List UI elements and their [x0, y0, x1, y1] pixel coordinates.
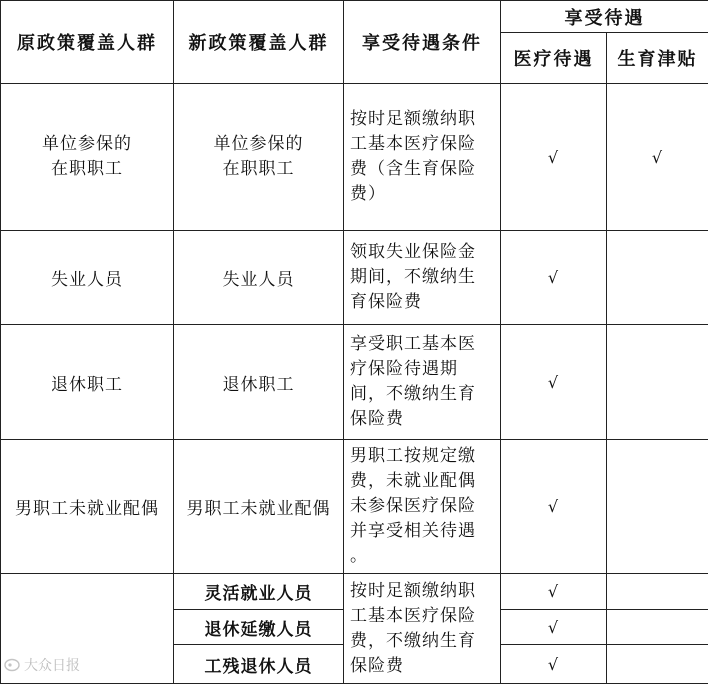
maternity-check: [607, 325, 708, 440]
new-group-cell: 男职工未就业配偶: [174, 440, 344, 574]
medical-check: √: [501, 84, 607, 231]
table-row: [1, 440, 708, 574]
maternity-check: [607, 231, 708, 325]
medical-check: √: [501, 645, 607, 684]
watermark: [4, 655, 80, 675]
header-benefits: 享受待遇: [501, 1, 708, 33]
maternity-check: [607, 645, 708, 684]
condition-cell: 男职工按规定缴 费，未就业配偶 未参保医疗保险 并享受相关待遇 。: [344, 440, 501, 574]
new-group-cell: 工残退休人员: [174, 645, 344, 684]
maternity-check: [607, 610, 708, 645]
medical-check: √: [501, 325, 607, 440]
medical-check: √: [501, 574, 607, 610]
condition-cell: 领取失业保险金 期间，不缴纳生 育保险费: [344, 231, 501, 325]
header-maternity: 生育津贴: [607, 33, 708, 84]
header-medical: 医疗待遇: [501, 33, 607, 84]
condition-cell: 按时足额缴纳职 工基本医疗保险 费（含生育保险 费）: [344, 84, 501, 231]
watermark-logo-icon: [4, 658, 20, 672]
table-row: [1, 574, 708, 610]
table-row: [1, 231, 708, 325]
medical-check: √: [501, 440, 607, 574]
maternity-check: √: [607, 84, 708, 231]
medical-check: √: [501, 610, 607, 645]
new-group-cell: 失业人员: [174, 231, 344, 325]
watermark-text: 大众日报: [24, 658, 80, 674]
orig-group-cell: 失业人员: [1, 231, 174, 325]
new-group-cell: 单位参保的 在职职工: [174, 84, 344, 231]
header-new-group: 新政策覆盖人群: [174, 1, 344, 84]
medical-check: √: [501, 231, 607, 325]
new-group-cell: 退休延缴人员: [174, 610, 344, 645]
orig-group-cell: 单位参保的 在职职工: [1, 84, 174, 231]
maternity-check: [607, 574, 708, 610]
condition-cell: 按时足额缴纳职 工基本医疗保险 费，不缴纳生育 保险费: [344, 574, 501, 684]
header-orig-group: 原政策覆盖人群: [1, 1, 174, 84]
condition-cell: 享受职工基本医 疗保险待遇期 间，不缴纳生育 保险费: [344, 325, 501, 440]
maternity-check: [607, 440, 708, 574]
header-condition: 享受待遇条件: [344, 1, 501, 84]
new-group-cell: 灵活就业人员: [174, 574, 344, 610]
table-row: [1, 84, 708, 231]
table-row: [1, 325, 708, 440]
new-group-cell: 退休职工: [174, 325, 344, 440]
orig-group-cell: 退休职工: [1, 325, 174, 440]
orig-group-cell: 男职工未就业配偶: [1, 440, 174, 574]
